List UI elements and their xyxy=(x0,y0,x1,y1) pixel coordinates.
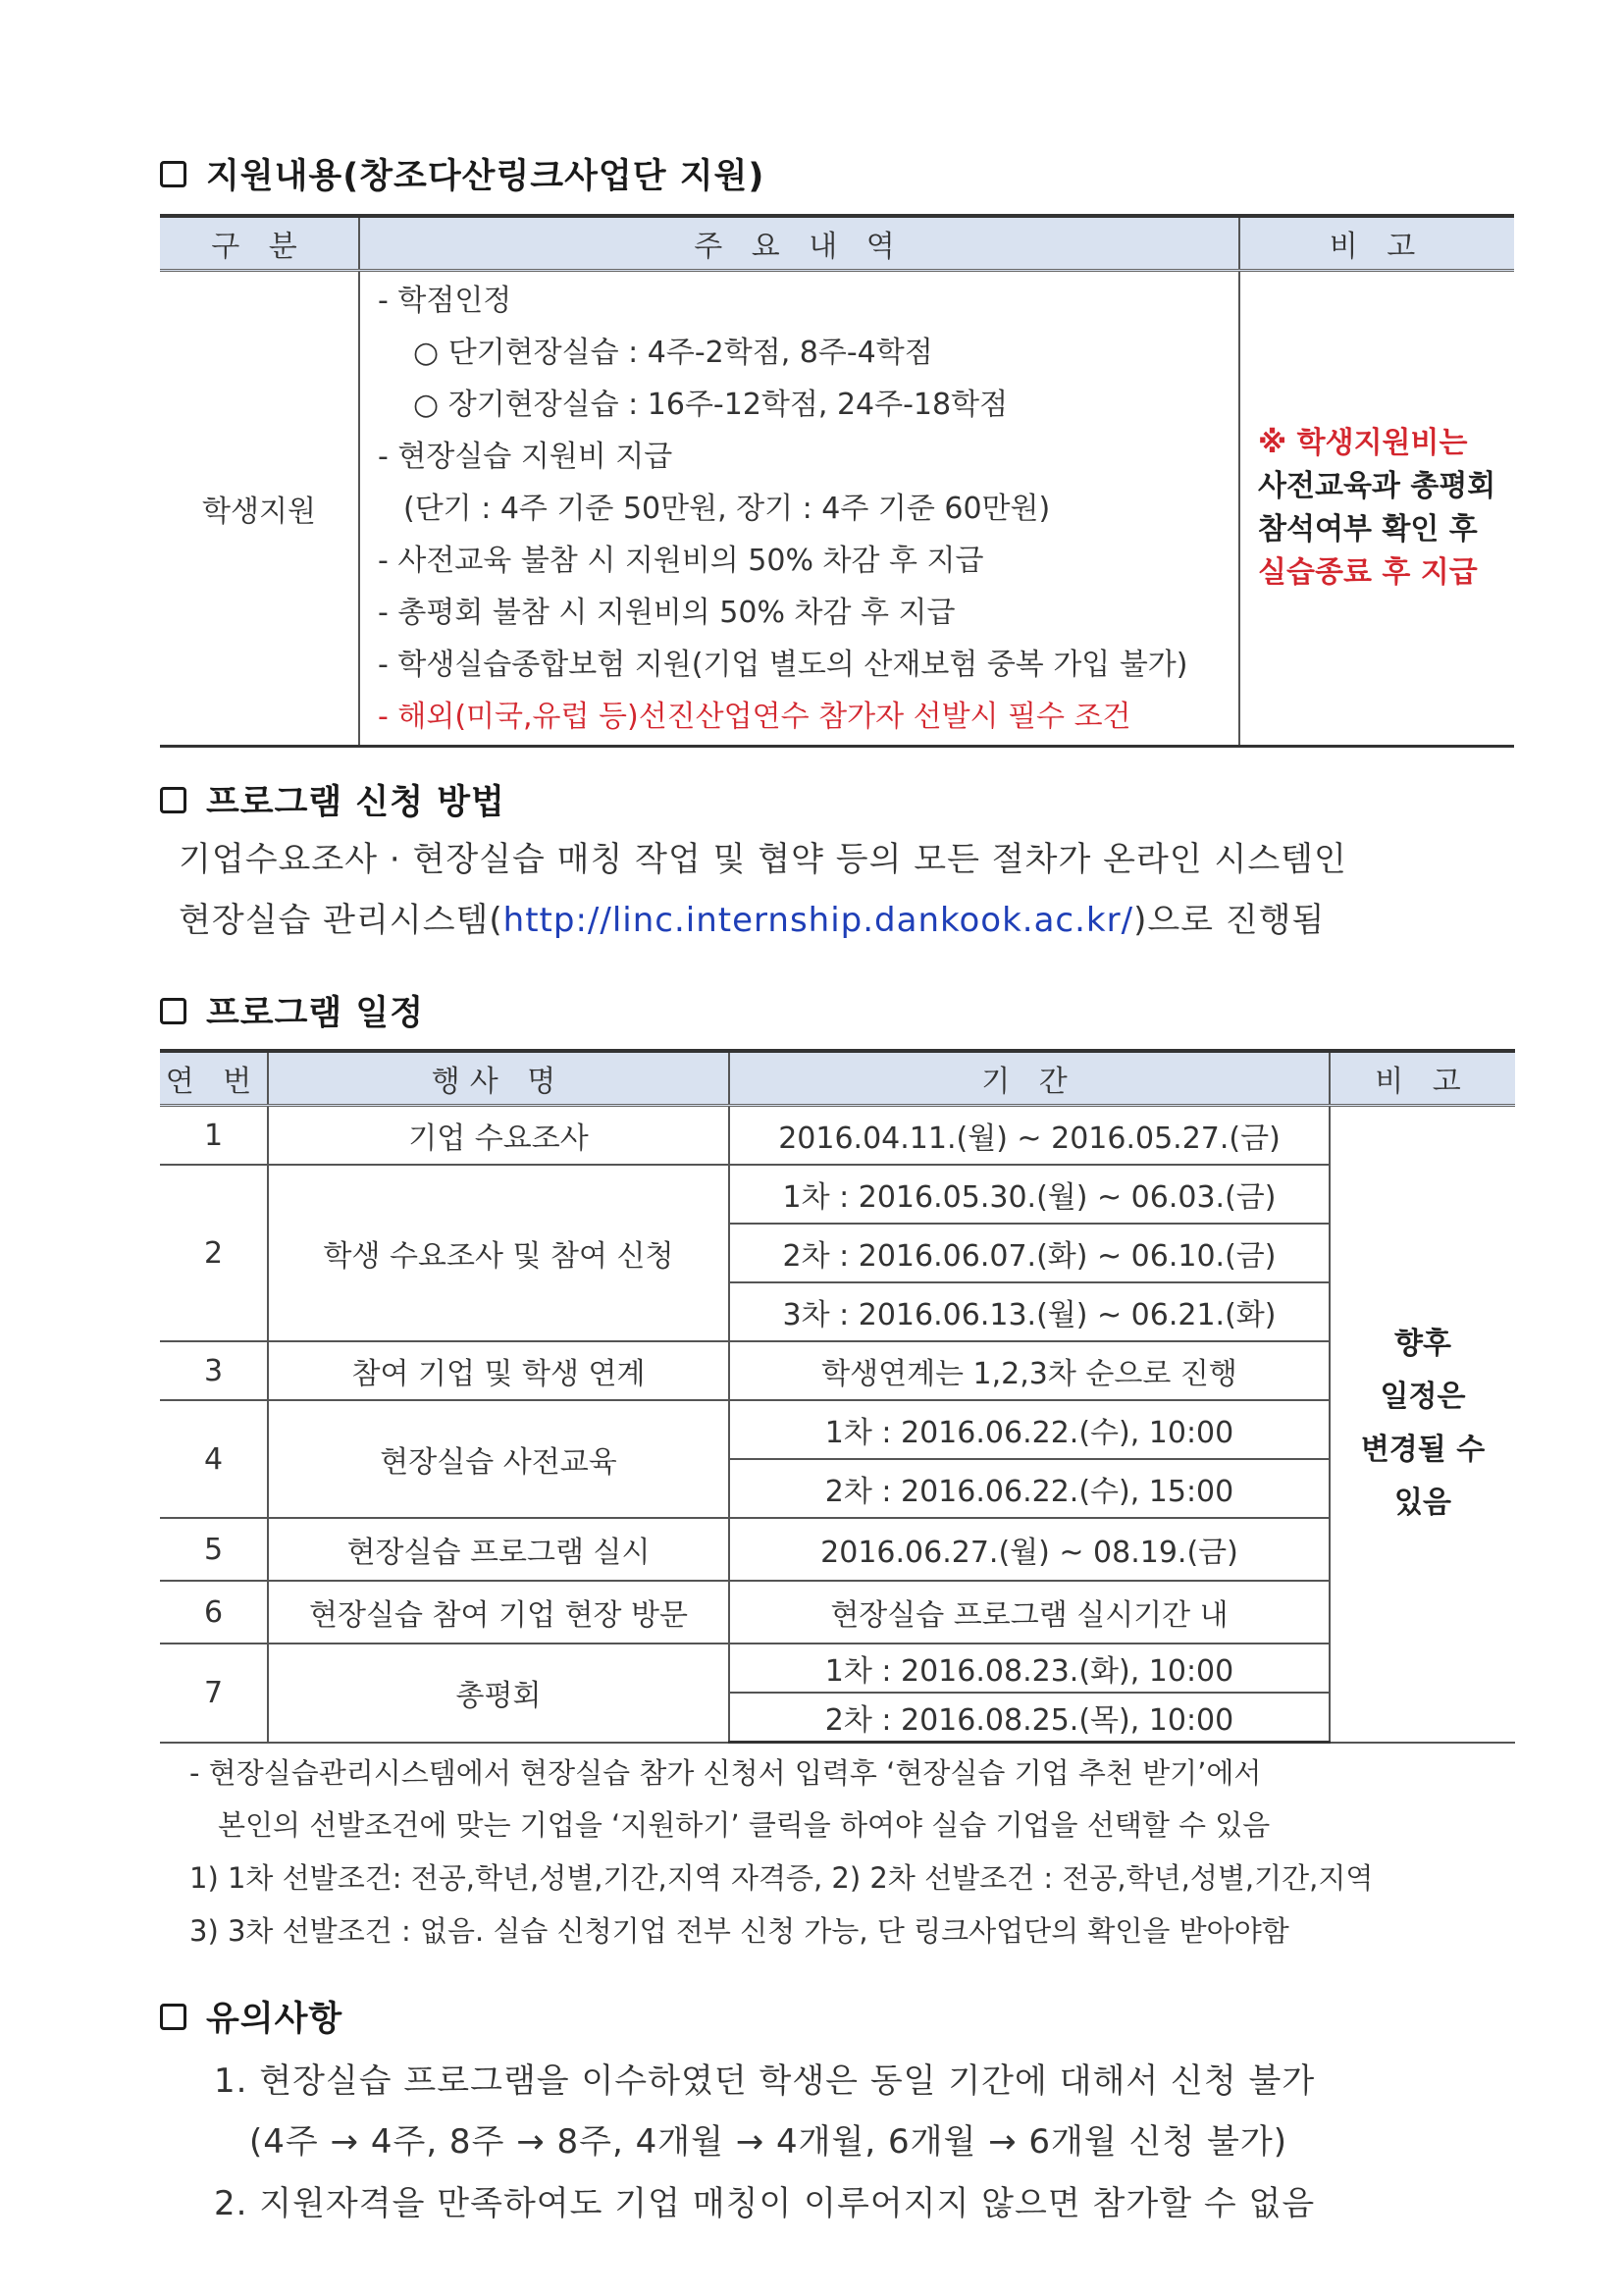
row-event: 총평회 xyxy=(268,1644,729,1743)
remark-line: 사전교육과 총평회 xyxy=(1258,469,1496,503)
row-period: 2016.06.27.(월) ~ 08.19.(금) xyxy=(729,1518,1330,1581)
content-line: - 학점인정 xyxy=(378,283,512,318)
section-title-schedule: 프로그램 일정 xyxy=(160,986,424,1035)
category-cell: 학생지원 xyxy=(160,271,359,747)
content-line: ○ 장기현장실습 : 16주-12학점, 24주-18학점 xyxy=(413,387,1009,422)
row-period: 2016.04.11.(월) ~ 2016.05.27.(금) xyxy=(729,1106,1330,1166)
remark-line: ※ 학생지원비는 xyxy=(1258,426,1468,460)
row-period: 1차 : 2016.05.30.(월) ~ 06.03.(금) xyxy=(729,1165,1330,1224)
content-line-highlight: - 해외(미국,유럽 등)선진산업연수 참가자 선발시 필수 조건 xyxy=(378,699,1131,734)
header-event: 행사 명 xyxy=(268,1051,729,1106)
header-no: 연 번 xyxy=(160,1051,268,1106)
checkbox-square-icon xyxy=(160,2004,186,2030)
section-title-support: 지원내용(창조다산링크사업단 지원) xyxy=(160,149,764,198)
row-event: 기업 수요조사 xyxy=(268,1106,729,1166)
row-no: 1 xyxy=(160,1106,268,1166)
row-no: 4 xyxy=(160,1400,268,1518)
header-remark: 비 고 xyxy=(1330,1051,1515,1106)
row-no: 6 xyxy=(160,1581,268,1644)
caution-line: 2. 지원자격을 만족하여도 기업 매칭이 이루어지지 않으면 참가할 수 없음 xyxy=(214,2184,1316,2223)
row-event: 현장실습 사전교육 xyxy=(268,1400,729,1518)
content-line: - 학생실습종합보험 지원(기업 별도의 산재보험 중복 가입 불가) xyxy=(378,647,1188,682)
row-event: 참여 기업 및 학생 연계 xyxy=(268,1341,729,1400)
row-event: 현장실습 프로그램 실시 xyxy=(268,1518,729,1581)
row-period: 1차 : 2016.08.23.(화), 10:00 xyxy=(729,1644,1330,1693)
content-line: (단기 : 4주 기준 50만원, 장기 : 4주 기준 60만원) xyxy=(403,491,1051,526)
schedule-remark-cell xyxy=(1330,1106,1515,1743)
schedule-note-line: 3) 3차 선발조건 : 없음. 실습 신청기업 전부 신청 가능, 단 링크사업단의 확인을 받아야함 xyxy=(189,1914,1289,1948)
system-link[interactable]: http://linc.internship.dankook.ac.kr/ xyxy=(502,901,1134,940)
content-line: - 사전교육 불참 시 지원비의 50% 차감 후 지급 xyxy=(378,543,984,578)
schedule-table xyxy=(160,1049,1515,1744)
checkbox-square-icon xyxy=(160,998,186,1024)
support-table xyxy=(160,214,1514,748)
row-period: 현장실습 프로그램 실시기간 내 xyxy=(729,1581,1330,1644)
remark-line: 실습종료 후 지급 xyxy=(1258,555,1478,590)
header-period: 기 간 xyxy=(729,1051,1330,1106)
checkbox-square-icon xyxy=(160,161,186,187)
header-content: 주 요 내 역 xyxy=(359,216,1239,271)
content-cell xyxy=(359,271,1239,747)
remark-line: 일정은 xyxy=(1380,1380,1466,1415)
row-no: 5 xyxy=(160,1518,268,1581)
content-line: - 총평회 불참 시 지원비의 50% 차감 후 지급 xyxy=(378,595,956,630)
remark-cell xyxy=(1239,271,1514,747)
caution-line: (4주 → 4주, 8주 → 8주, 4개월 → 4개월, 6개월 → 6개월 신청 불가) xyxy=(249,2122,1287,2162)
schedule-note-line: 본인의 선발조건에 맞는 기업을 ‘지원하기’ 클릭을 하여야 실습 기업을 선택할 수 있음 xyxy=(218,1808,1271,1842)
content-line: - 현장실습 지원비 지급 xyxy=(378,439,673,474)
row-period: 학생연계는 1,2,3차 순으로 진행 xyxy=(729,1341,1330,1400)
schedule-note-line: - 현장실습관리시스템에서 현장실습 참가 신청서 입력후 ‘현장실습 기업 추천 받기’에서 xyxy=(189,1756,1262,1790)
content-line: ○ 단기현장실습 : 4주-2학점, 8주-4학점 xyxy=(413,335,933,370)
row-period: 2차 : 2016.06.07.(화) ~ 06.10.(금) xyxy=(729,1224,1330,1282)
section-title-apply: 프로그램 신청 방법 xyxy=(160,775,505,824)
remark-line: 향후 xyxy=(1394,1327,1451,1362)
row-period: 3차 : 2016.06.13.(월) ~ 06.21.(화) xyxy=(729,1282,1330,1341)
row-event: 현장실습 참여 기업 현장 방문 xyxy=(268,1581,729,1644)
row-period: 2차 : 2016.08.25.(목), 10:00 xyxy=(729,1693,1330,1743)
remark-line: 변경될 수 xyxy=(1360,1433,1486,1468)
checkbox-square-icon xyxy=(160,787,186,813)
row-event: 학생 수요조사 및 참여 신청 xyxy=(268,1165,729,1341)
row-period: 1차 : 2016.06.22.(수), 10:00 xyxy=(729,1400,1330,1459)
header-remark: 비 고 xyxy=(1239,216,1514,271)
row-period: 2차 : 2016.06.22.(수), 15:00 xyxy=(729,1459,1330,1518)
schedule-note-line: 1) 1차 선발조건: 전공,학년,성별,기간,지역 자격증, 2) 2차 선발조건 : 전공,학년,성별,기간,지역 xyxy=(189,1861,1374,1895)
row-no: 7 xyxy=(160,1644,268,1743)
row-no: 2 xyxy=(160,1165,268,1341)
remark-line: 참석여부 확인 후 xyxy=(1258,512,1478,547)
section-title-notes: 유의사항 xyxy=(160,1992,342,2041)
apply-text-line1: 기업수요조사 · 현장실습 매칭 작업 및 협약 등의 모든 절차가 온라인 시스템인 xyxy=(179,840,1347,879)
caution-line: 1. 현장실습 프로그램을 이수하였던 학생은 동일 기간에 대해서 신청 불가 xyxy=(214,2061,1316,2101)
remark-line: 있음 xyxy=(1394,1486,1451,1521)
header-category: 구 분 xyxy=(160,216,359,271)
row-no: 3 xyxy=(160,1341,268,1400)
apply-text-line2: 현장실습 관리시스템(http://linc.internship.dankook.ac.kr/)으로 진행됨 xyxy=(179,901,1326,940)
